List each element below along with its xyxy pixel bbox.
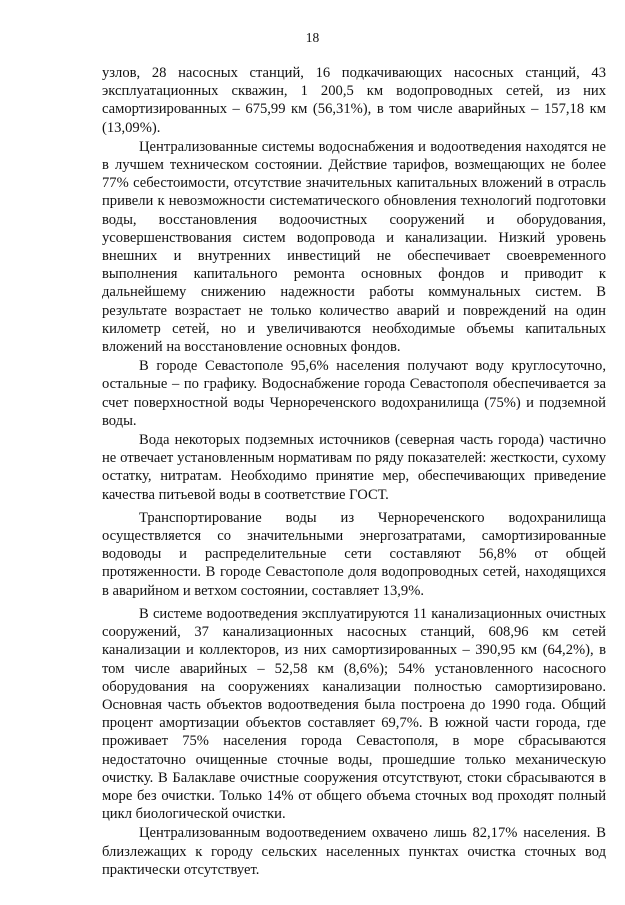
paragraph-infrastructure-continuation: узлов, 28 насосных станций, 16 подкачивающих насосных станций, 43 эксплуатационных скважин, 1 200,5 км водопроводных сетей, из них самортизированных – 675,99 км (56,31%), в том числе аварийных – 157,18 км (13,09%). — [102, 65, 606, 136]
paragraph-wastewater-coverage: Централизованным водоотведением охвачено лишь 82,17% населения. В близлежащих к городу сельских населенных пунктах очистка сточных вод практически отсутствует. — [102, 825, 606, 878]
paragraph-groundwater-quality: Вода некоторых подземных источников (северная часть города) частично не отвечает установленным нормативам по ряду показателей: жесткости, сухому остатку, нитратам. Необходимо принятие мер, обеспечивающих приведение качества питьевой воды в соответствие ГОСТ. — [102, 432, 606, 503]
paragraph-water-transport: Транспортирование воды из Чернореченского водохранилища осуществляется со значительными энергозатратами, самортизированные водоводы и распределительные сети составляют 56,8% от общей протяженности. В городе Севастополе доля водопроводных сетей, находящихся в аварийном и ветхом состоянии, составляет 13,9%. — [102, 509, 606, 599]
paragraph-technical-condition: Централизованные системы водоснабжения и водоотведения находятся не в лучшем техническом состоянии. Действие тарифов, возмещающих не более 77% себестоимости, отсутствие значительных капитальных вложений в отрасль привели к невозможности систематического обновления технологий подготовки воды, восстановления водоочистных сооружений и оборудования, усовершенствования систем водопровода и канализации. Низкий уровень внешних и внутренних инвестиций не обеспечивает своевременного выполнения капитального ремонта основных фондов и приводит к дальнейшему снижению надежности работы коммунальных систем. В результате возрастает не только количество аварий и повреждений на один километр сетей, но и увеличиваются необходимые объемы капитальных вложений на восстановление основных фондов. — [102, 138, 606, 356]
document-body — [102, 64, 606, 880]
paragraph-water-supply-coverage: В городе Севастополе 95,6% населения получают воду круглосуточно, остальные – по графику. Водоснабжение города Севастополя обеспечивается за счет поверхностной воды Чернореченского водохранилища (75%) и подземной воды. — [102, 358, 606, 429]
paragraph-wastewater-system: В системе водоотведения эксплуатируются 11 канализационных очистных сооружений, 37 канализационных насосных станций, 608,96 км сетей канализации и коллекторов, из них самортизированных – 390,95 км (64,2%), в том числе аварийных – 52,58 км (8,6%); 54% установленного насосного оборудования на сооружениях канализации полностью самортизировано. Основная часть объектов водоотведения была построена до 1990 года. Общий процент амортизации объектов составляет 69,7%. В южной части города, где проживает 75% населения города Севастополя, в море сбрасываются недостаточно очищенные сточные воды, прошедшие только механическую очистку. В Балаклаве очистные сооружения отсутствуют, стоки сбрасываются в море без очистки. Только 14% от общего объема сточных вод проходят полный цикл биологической очистки. — [102, 605, 606, 823]
page-number: 18 — [305, 30, 320, 45]
